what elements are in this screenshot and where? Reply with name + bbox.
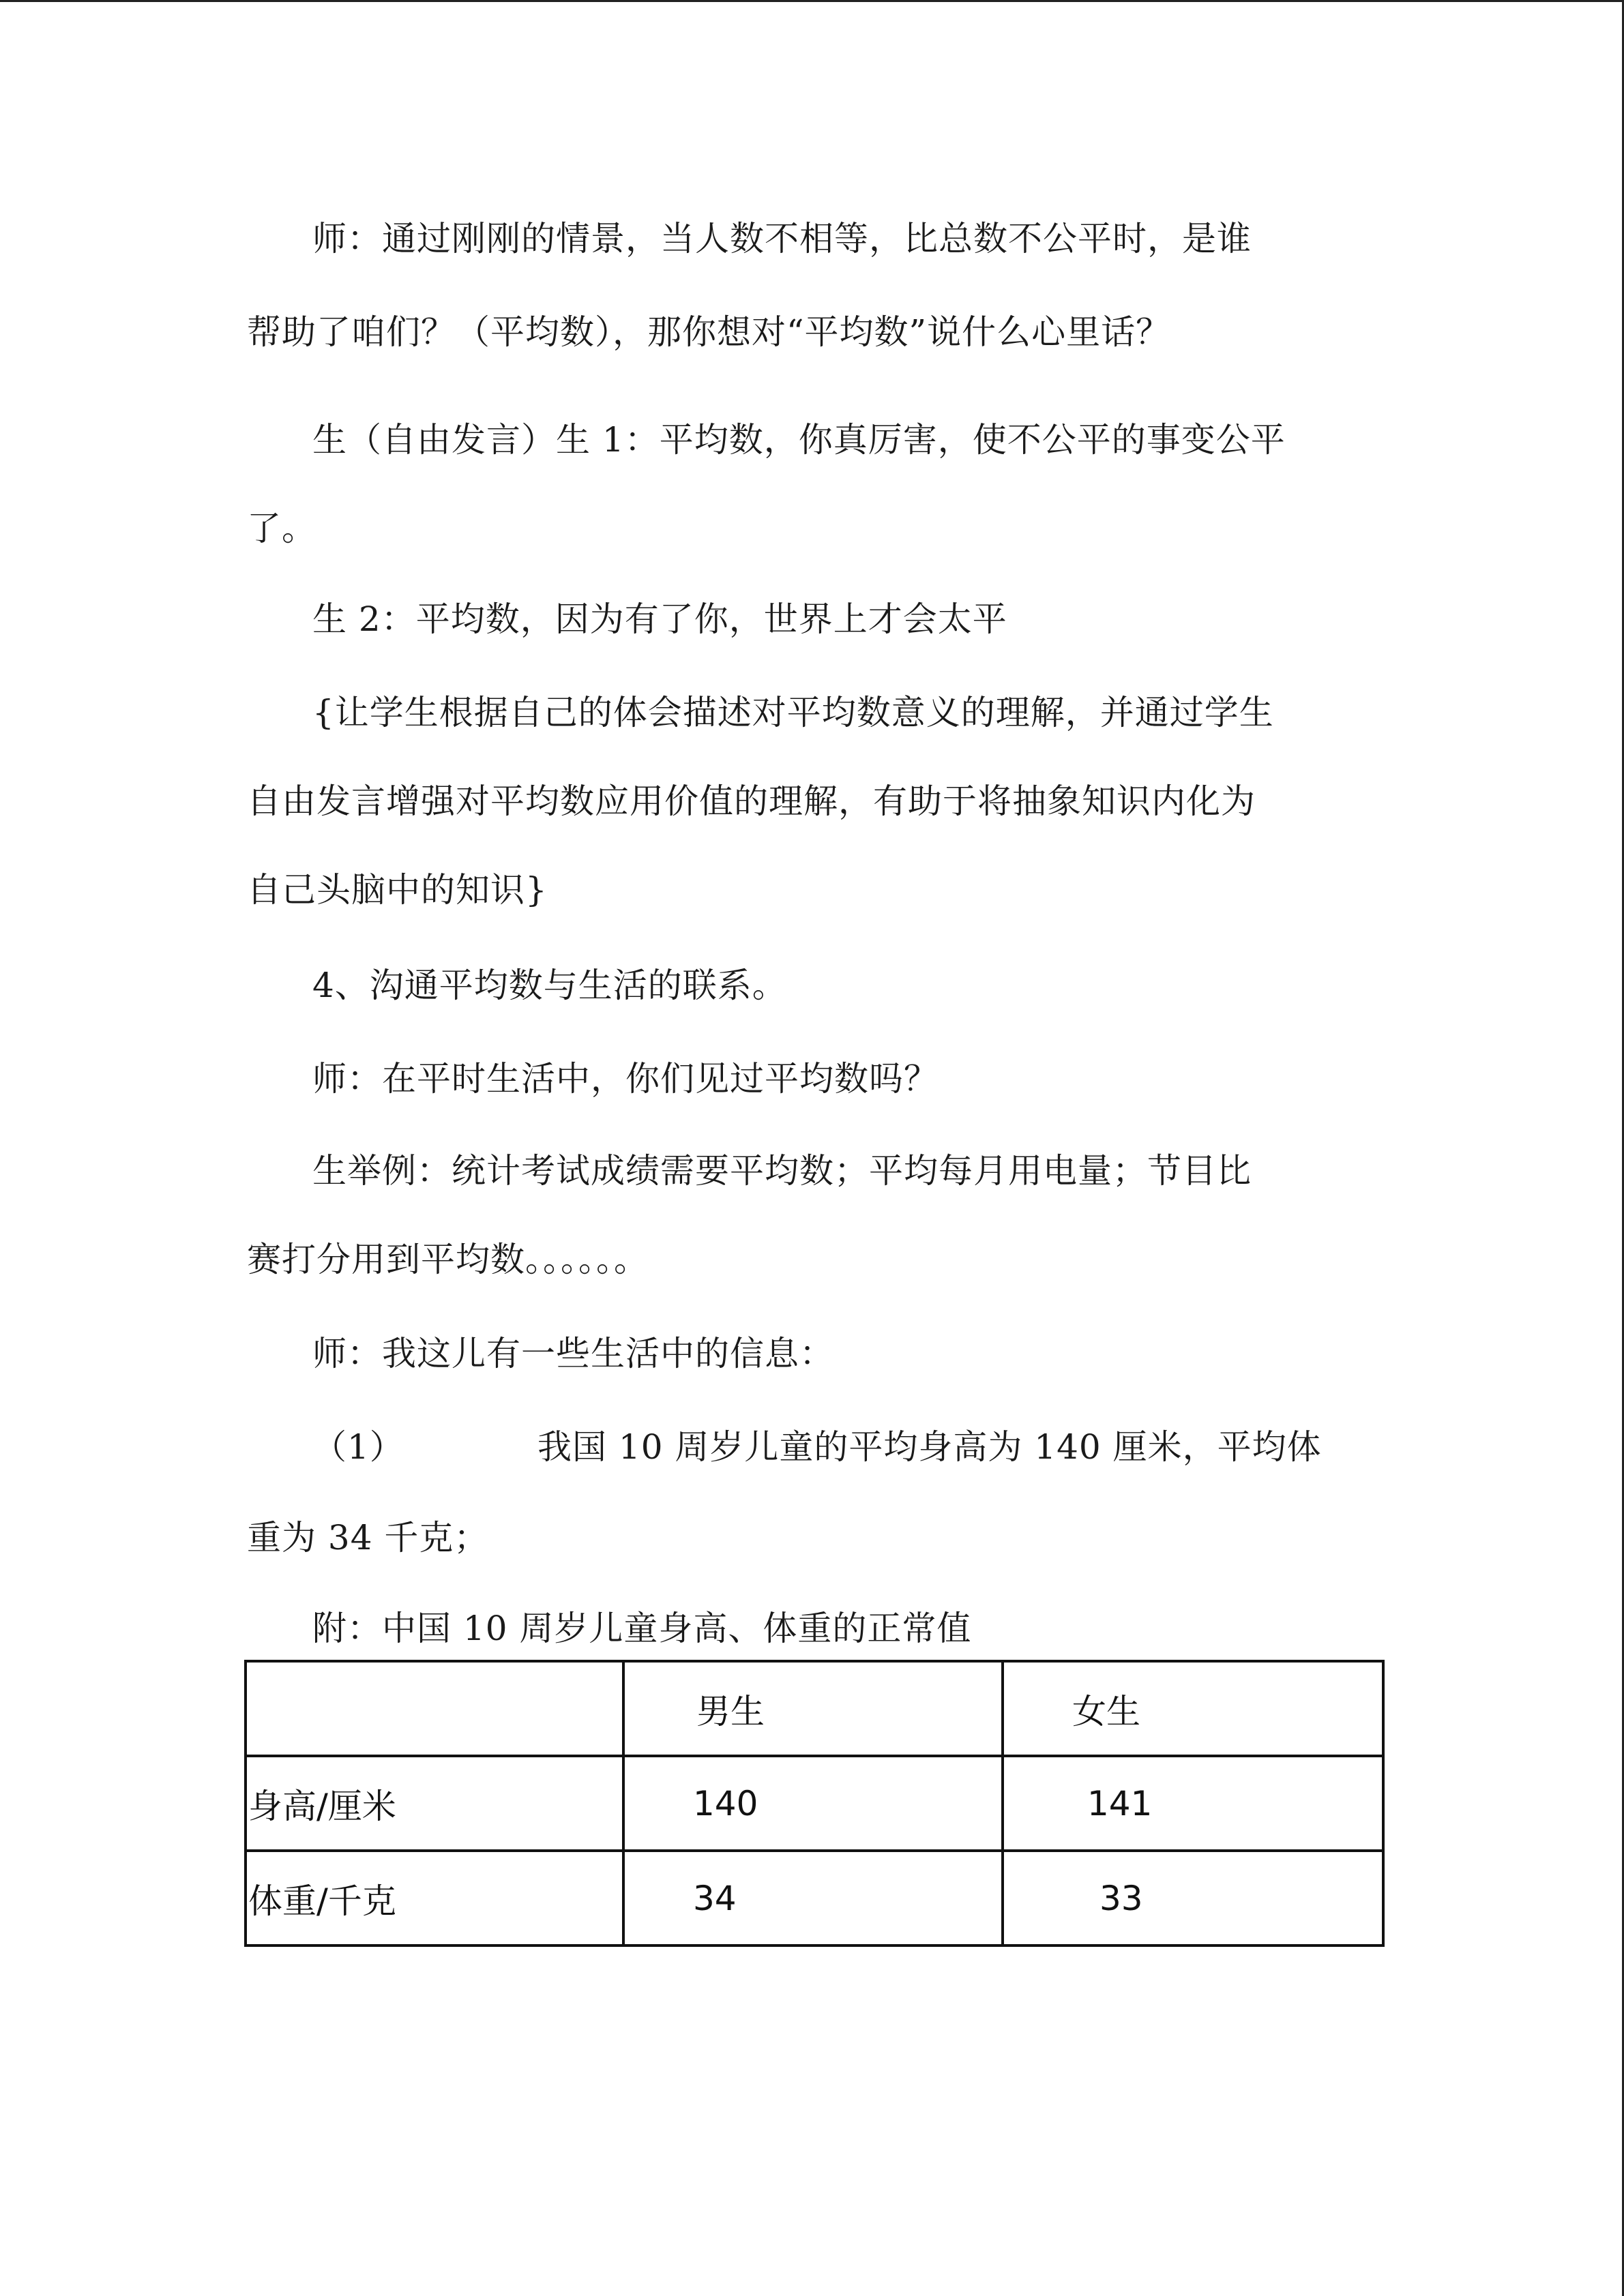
paragraph-line: 了。 — [247, 509, 316, 548]
table-header-male: 男生 — [623, 1661, 1003, 1756]
list-item-number: （1） — [312, 1427, 404, 1467]
table-row — [246, 1756, 1383, 1851]
row-label-height: 身高/厘米 — [246, 1756, 623, 1851]
paragraph-line: 生 2：平均数，因为有了你，世界上才会太平 — [312, 599, 1007, 639]
cell-height-male: 140 — [623, 1756, 1003, 1851]
paragraph-line: 师：通过刚刚的情景，当人数不相等，比总数不公平时，是谁 — [312, 219, 1252, 258]
cell-weight-male: 34 — [623, 1851, 1003, 1945]
paragraph-line: 重为 34 千克； — [247, 1518, 489, 1557]
page-top-border — [0, 0, 1624, 2]
table-header-row — [246, 1661, 1383, 1756]
paragraph-line: 自由发言增强对平均数应用价值的理解，有助于将抽象知识内化为 — [247, 781, 1256, 821]
paragraph-line: {让学生根据自己的体会描述对平均数意义的理解，并通过学生 — [312, 693, 1274, 732]
paragraph-line: 赛打分用到平均数。。。。。。 — [247, 1240, 649, 1279]
row-label-weight: 体重/千克 — [246, 1851, 623, 1945]
appendix-title: 附：中国 10 周岁儿童身高、体重的正常值 — [312, 1609, 972, 1648]
paragraph-line: 生（自由发言）生 1：平均数，你真厉害，使不公平的事变公平 — [312, 420, 1286, 460]
paragraph-line: 4、沟通平均数与生活的联系。 — [312, 966, 787, 1005]
cell-height-female: 141 — [1003, 1756, 1383, 1851]
paragraph-line: 帮助了咱们？（平均数），那你想对“平均数”说什么心里话？ — [247, 312, 1171, 352]
paragraph-line: 师：在平时生活中，你们见过平均数吗？ — [312, 1059, 939, 1099]
paragraph-line: 自己头脑中的知识} — [247, 870, 548, 910]
cell-weight-female: 33 — [1003, 1851, 1383, 1945]
list-item-text: 我国 10 周岁儿童的平均身高为 140 厘米，平均体 — [537, 1427, 1322, 1467]
paragraph-line: 师：我这儿有一些生活中的信息： — [312, 1334, 834, 1373]
child-height-weight-table — [244, 1660, 1385, 1947]
table-row — [246, 1851, 1383, 1945]
table-header-female: 女生 — [1003, 1661, 1383, 1756]
paragraph-line: 生举例：统计考试成绩需要平均数；平均每月用电量；节目比 — [312, 1151, 1252, 1191]
table-header-cell-empty — [246, 1661, 623, 1756]
